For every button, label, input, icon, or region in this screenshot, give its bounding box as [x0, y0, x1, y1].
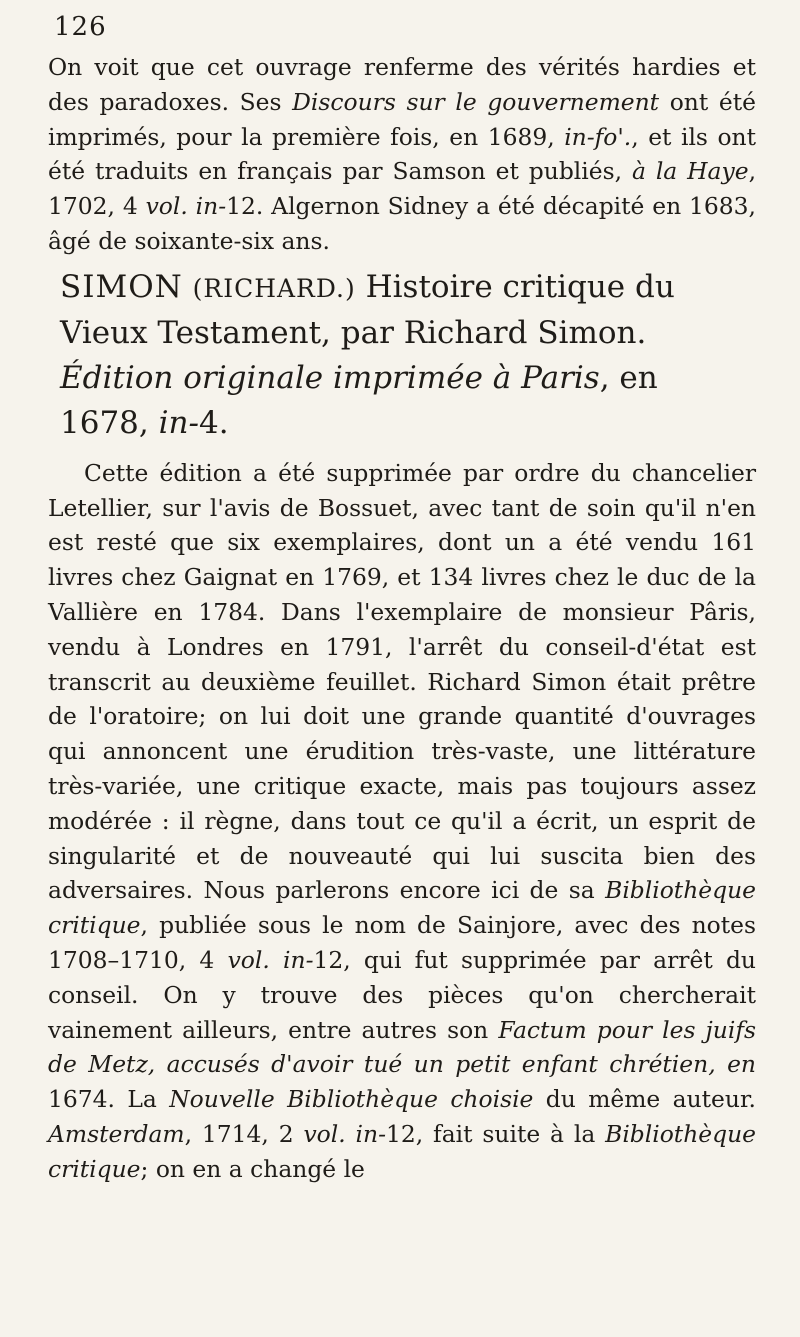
italic-run: vol. in-	[227, 945, 314, 974]
text-run: Histoire critique du Vieux Testament, par Richard Simon.	[60, 268, 675, 351]
entry-heading-simon	[48, 265, 756, 446]
text-run: , 1714, 2	[184, 1119, 304, 1148]
italic-run: Amsterdam	[48, 1119, 185, 1148]
text-run: ; on en a changé le	[140, 1154, 365, 1183]
italic-run: Bibliothèque critique	[48, 876, 756, 940]
text-run: du même auteur.	[533, 1085, 756, 1114]
italic-run: Factum pour les juifs de Metz, accusés d'avoir tué un petit enfant chrétien, en	[48, 1015, 756, 1079]
paragraph-sidney	[48, 50, 756, 259]
italic-run: Nouvelle Bibliothèque choisie	[169, 1085, 534, 1114]
text-run: ont été imprimés, pour la première fois, en 1689,	[48, 87, 756, 151]
text-run: 4.	[198, 404, 229, 441]
page-number: 126	[54, 12, 107, 42]
italic-run: in-fo'.	[564, 122, 632, 151]
entry-firstname: (RICHARD.)	[192, 273, 356, 303]
text-run: 12, qui fut supprimée par arrêt du conseil. On y trouve des pièces qu'on chercherait vainement ailleurs, entre autres son	[48, 945, 756, 1044]
italic-run: Bibliothèque critique	[48, 1119, 756, 1183]
italic-run: Édition originale imprimée à Paris	[60, 359, 600, 396]
italic-run: vol. in-	[145, 192, 227, 221]
text-run: On voit que cet ouvrage renferme des vérités hardies et des paradoxes. Ses	[48, 53, 756, 116]
paragraph-edition-notes	[48, 456, 756, 1187]
text-run: , en 1678,	[60, 359, 658, 441]
text-run: , publiée sous le nom de Sainjore, avec des notes 1708–1710, 4	[48, 911, 756, 974]
text-run: 12. Algernon Sidney a été décapité en 1683, âgé de soixante-six ans.	[48, 192, 756, 255]
text-run: Cette édition a été supprimée par ordre du chancelier Letellier, sur l'avis de Bossuet, avec tant de soin qu'il n'en est resté que six exemplaires, dont un a été vendu 161 livres chez Gaignat en 1769, et 134 livres chez le duc de la Vallière en 1784. Dans l'exemplaire de monsieur Pâris, vendu à Londres en 1791, l'arrêt du conseil-d'état est transcrit au deuxième feuillet. Richard Simon était prêtre de l'oratoire; on lui doit une grande quantité d'ouvrages qui annoncent une érudition très-vaste, une littérature très-variée, une critique exacte, mais pas toujours assez modérée : il règne, dans tout ce qu'il a écrit, un esprit de singularité et de nouveauté qui lui suscita bien des adversaires. Nous parlerons encore ici de sa	[48, 458, 756, 905]
italic-run: à la Haye	[631, 157, 749, 186]
italic-run: Discours sur le gouvernement	[292, 87, 660, 116]
entry-name: SIMON	[60, 268, 183, 305]
text-run: , et ils ont été traduits en français par Samson et publiés,	[48, 122, 756, 186]
text-run: 1674. La	[48, 1085, 170, 1114]
text-run: , 1702, 4	[48, 157, 756, 221]
italic-run: vol. in-	[303, 1119, 386, 1148]
italic-run: in-	[158, 404, 199, 441]
text-run: 12, fait suite à la	[386, 1119, 606, 1148]
